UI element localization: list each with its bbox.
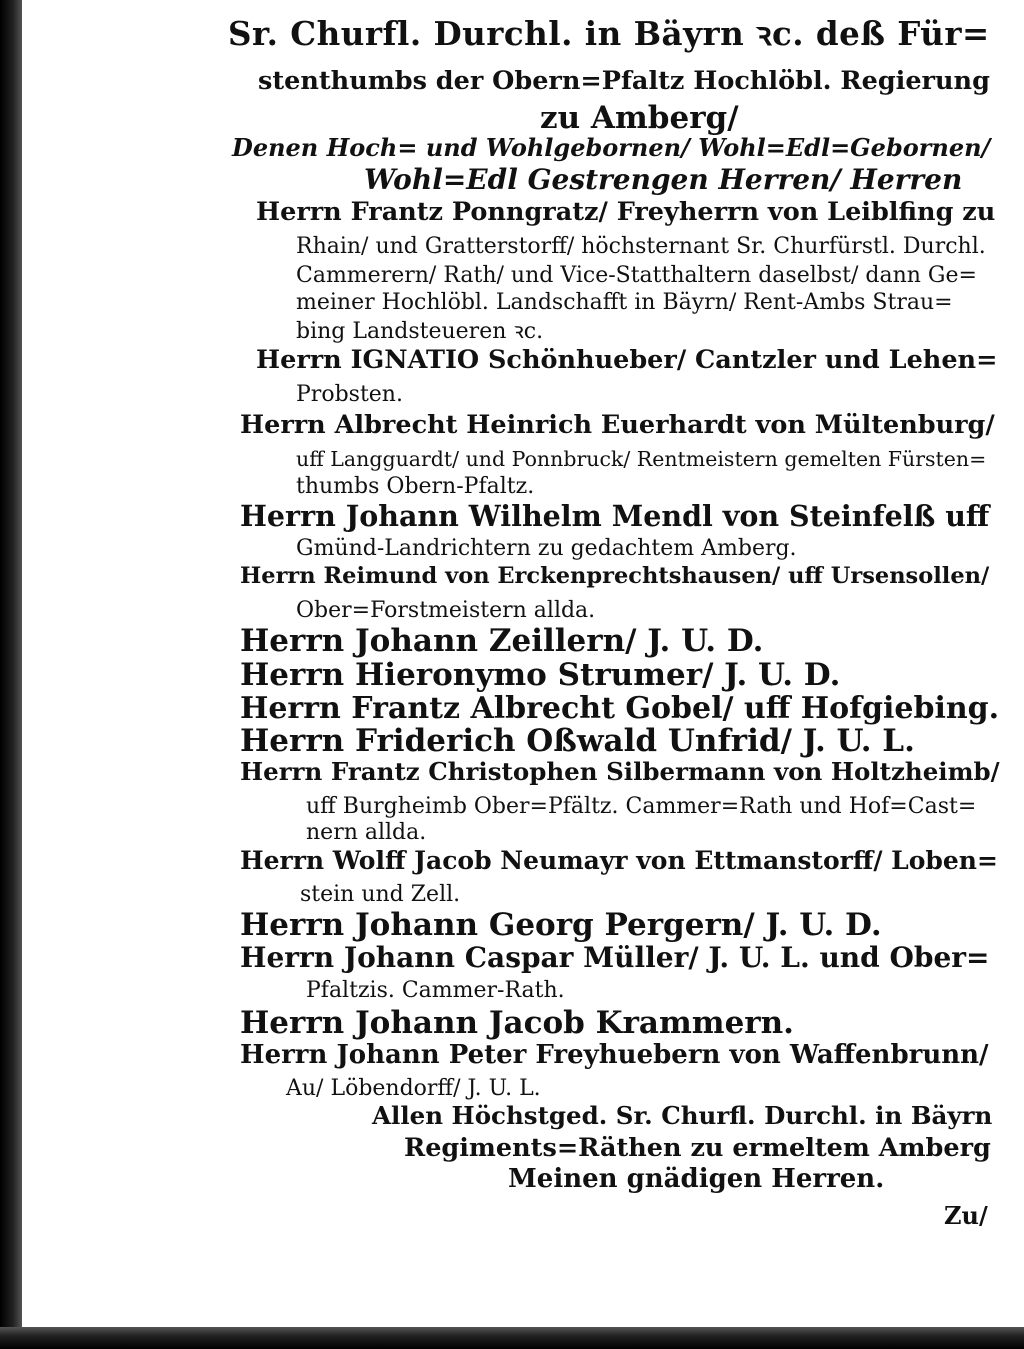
entry-desc: stein und Zell. — [300, 882, 461, 907]
entry-desc: uff Langguardt/ und Ponnbruck/ Rentmeistern gemelten Fürsten= — [296, 447, 987, 471]
entry-name: Herrn Johann Wilhelm Mendl von Steinfelß uff — [240, 499, 990, 533]
entry-name: Herrn Johann Georg Pergern/ J. U. D. — [240, 907, 882, 943]
heading-line-2: stenthumbs der Obern=Pfaltz Hochlöbl. Regierung — [258, 66, 990, 96]
entry-desc: Gmünd-Landrichtern zu gedachtem Amberg. — [296, 536, 797, 561]
closing-line-3: Meinen gnädigen Herren. — [508, 1164, 885, 1194]
catchword: Zu/ — [944, 1201, 988, 1230]
entry-desc: thumbs Obern-Pfaltz. — [296, 474, 535, 499]
entry-name: Herrn Johann Peter Freyhuebern von Waffenbrunn/ — [240, 1040, 989, 1070]
entry-name: Herrn Johann Zeillern/ J. U. D. — [240, 623, 764, 659]
heading-line-1: Sr. Churfl. Durchl. in Bäyrn ꝛc. deß Für= — [228, 14, 990, 53]
entry-desc: Pfaltzis. Cammer-Rath. — [306, 978, 565, 1003]
entry-desc: Rhain/ und Gratterstorff/ höchsternant Sr. Churfürstl. Durchl. — [296, 234, 986, 259]
heading-line-5: Wohl=Edl Gestrengen Herren/ Herren — [364, 163, 963, 196]
entry-name: Herrn Wolff Jacob Neumayr von Ettmanstorff/ Loben= — [240, 846, 998, 875]
entry-name: Herrn Frantz Albrecht Gobel/ uff Hofgiebing. — [240, 691, 1000, 726]
scan-edge-bottom — [0, 1327, 1024, 1349]
entry-name: Herrn Reimund von Erckenprechtshausen/ uff Ursensollen/ — [240, 563, 990, 589]
entry-name: Herrn Frantz Christophen Silbermann von Holtzheimb/ — [240, 757, 1000, 786]
entry-desc: Cammerern/ Rath/ und Vice-Statthaltern daselbst/ dann Ge= — [296, 263, 977, 288]
entry-name: Herrn Hieronymo Strumer/ J. U. D. — [240, 657, 841, 693]
entry-desc: Au/ Löbendorff/ J. U. L. — [286, 1076, 541, 1101]
entry-name: Herrn Frantz Ponngratz/ Freyherrn von Leiblfing zu — [256, 197, 996, 227]
entry-name: Herrn Johann Caspar Müller/ J. U. L. und Ober= — [240, 941, 990, 974]
scan-edge-left — [0, 0, 22, 1349]
entry-name: Herrn Johann Jacob Krammern. — [240, 1005, 794, 1041]
entry-desc: bing Landsteueren ꝛc. — [296, 319, 544, 344]
entry-name: Herrn Albrecht Heinrich Euerhardt von Mültenburg/ — [240, 410, 995, 440]
closing-line-2: Regiments=Räthen zu ermeltem Amberg — [404, 1133, 991, 1163]
entry-desc: meiner Hochlöbl. Landschafft in Bäyrn/ Rent-Ambs Strau= — [296, 290, 953, 315]
entry-desc: Probsten. — [296, 382, 403, 407]
entry-name: Herrn Friderich Oßwald Unfrid/ J. U. L. — [240, 723, 915, 759]
entry-name: Herrn IGNATIO Schönhueber/ Cantzler und Lehen= — [256, 345, 998, 375]
heading-line-4: Denen Hoch= und Wohlgebornen/ Wohl=Edl=Gebornen/ — [232, 133, 991, 162]
entry-desc: uff Burgheimb Ober=Pfältz. Cammer=Rath und Hof=Cast= — [306, 794, 977, 819]
heading-line-3: zu Amberg/ — [540, 100, 739, 136]
entry-desc: Ober=Forstmeistern allda. — [296, 598, 596, 623]
entry-desc: nern allda. — [306, 820, 427, 845]
closing-line-1: Allen Höchstged. Sr. Churfl. Durchl. in Bäyrn — [372, 1101, 993, 1130]
